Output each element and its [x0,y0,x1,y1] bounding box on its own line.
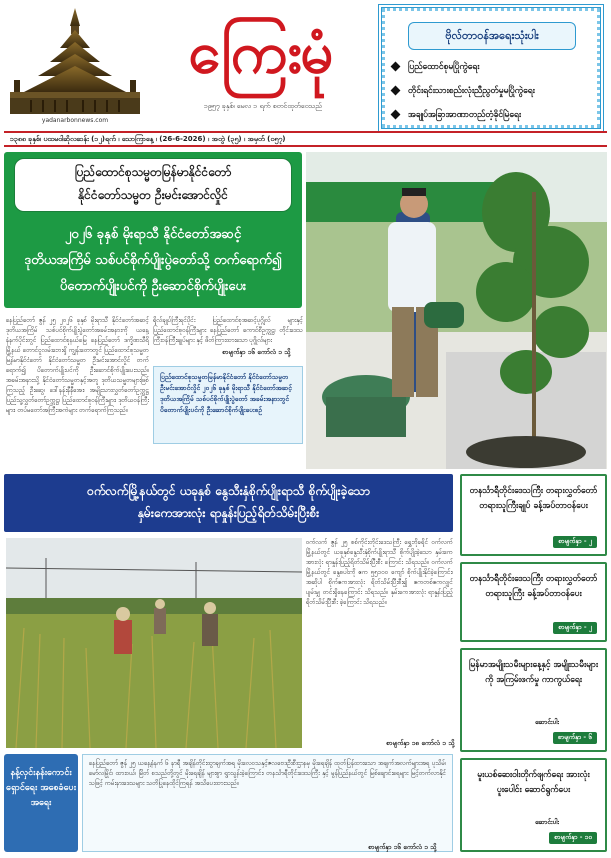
side-story-box[interactable] [460,474,607,556]
bottom-story-text: နေပြည်တော် ဇွန် ၂၅ ယနေ့နံနက် ၆ နာရီ အချိန်တိုင်းထွာချက်အရ မိုးလေဝသနှင့်ဇလဗေဒဦးစီးဌာနမှ မိုးရေချိန် ထုတ်ပြန်ထားသော အချက်အလက်များအရ ပုသိမ်၊ မော်လမြိုင်၊ ထားဝယ်၊ မြိတ် စသည်တို့တွင် မိုးရေချိန် များစွာ ရွာသွန်းခဲ့ကြောင်း၊ တနင်္သာရီတိုင်းဒေသကြီး နှင့် မွန်ပြည်နယ်တွင် မြစ်ချောင်းရေများ မြင့်တက်လာနိုင်သဖြင့် ကမ်းနားဒေသများ သတိပြုနေထိုင်ကြရန် အသိပေးထားသည်။ [82,754,453,852]
slogan-item: ပြည်ထောင်စုမပြိုကွဲရေး [392,62,598,74]
side-story-title: တနင်္သာရီတိုင်းဒေသကြီး တရားလွှတ်တော် တရားသူကြီး ခန့်အပ်တာဝန်ပေး [469,574,598,599]
page-ref-badge[interactable]: စာမျက်နှာ - ၂ [553,536,597,548]
slogan-title: ဗိုလ်တာဝန်အရေးသုံးပါး [408,22,576,50]
slogan-item: အချုပ်အခြာအာဏာတည်တံ့ခိုင်မြဲရေး [392,110,598,122]
page-ref-badge[interactable]: စာမျက်နှာ - ၆ [553,732,597,744]
continued-link[interactable]: စာမျက်နှာ ၁၆ ကော်လံ ၁ သို့ [368,843,437,851]
lead-headline: ဒုတိယအကြိမ် သစ်ပင်စိုက်ပျိုးပွဲတော်သို့ တက်ရောက်၍ [24,253,282,268]
continued-link[interactable]: စာမျက်နှာ ၁၆ ကော်လံ ၁ သို့ [222,348,291,356]
diamond-bullet-icon [391,110,401,120]
continued-link[interactable]: စာမျက်နှာ ၁၈ ကော်လံ ၁ သို့ [386,739,455,747]
lead-kicker: ပြည်ထောင်စုသမ္မတမြန်မာနိုင်ငံတော် [74,165,232,179]
page-ref-badge[interactable]: စာမျက်နှာ - ၂ [553,622,597,634]
rice-headline: နှမ်းကေအားလုံး ရာနှုန်းပြည့်ရိတ်သိမ်းပြီးစီး [137,506,320,520]
side-story-title: မြန်မာအမျိုးသမီးများနေ့နှင့် အမျိုးသမီးများကို အကြမ်းဖက်မှု ကာကွယ်ရေး [468,660,599,685]
newspaper-title: ကြေးမုံ [188,18,332,86]
lead-photo-caption: ပြည်ထောင်စုသမ္မတမြန်မာနိုင်ငံတော် နိုင်ငံတော်သမ္မတ ဦးမင်းအောင်လှိုင် ၂၀၂၆ ခုနှစ် မိုးရာသီ နိုင်ငံတော်အဆင့် ဒုတိယအကြိမ် သစ်ပင်စိုက်ပျိုးပွဲတော် အခမ်းအနားတွင် ပိတောက်ပျိုးပင်ကို ဦးဆောင်စိုက်ပျိုးပေးစဉ် [153,366,303,444]
diamond-bullet-icon [391,62,401,72]
diamond-bullet-icon [391,86,401,96]
rice-field-photo[interactable] [6,538,302,748]
slogan-item: တိုင်းရင်းသားစည်းလုံးညီညွတ်မှုမပြိုကွဲရေး [392,86,598,98]
side-story-box[interactable] [460,648,607,752]
side-story-title: တနင်္သာရီတိုင်းဒေသကြီး တရားလွှတ်တော် တရားသူကြီးချုပ် ခန့်အပ်တာဝန်ပေး [469,486,598,511]
issue-date-bar: ၁၃၈၈ ခုနှစ်၊ ပထမဝါဆိုလဆန်း (၁၂)ရက် ၊ သောကြာနေ့ ၊ (26-6-2026) ၊ အတွဲ (၃၅) ၊ အမှတ် (၀၅၇) [4,131,607,147]
article-tag: ဆောင်းပါး [535,818,559,826]
side-story-box[interactable] [460,758,607,852]
rice-headline: ဝက်လက်မြို့နယ်တွင် ယခုနှစ် နွေသီးနှံစိုက်ပျိုးရာသီ စိုက်ပျိုးခဲ့သော [87,484,370,498]
side-story-title: မူးယစ်ဆေးဝါးတိုက်ဖျက်ရေး အားလုံးပူးပေါင်း ဆောင်ရွက်ပေး [477,770,590,795]
article-tag: ဆောင်းပါး [535,718,559,726]
pagoda-logo [10,6,140,118]
bottom-story-label: နန့်လှင်းနန်းကောင်း ရှောင်ရေး အစေခံပေးအရေး [4,754,78,852]
lead-kicker: နိုင်ငံတော်သမ္မတ ဦးမင်းအောင်လှိုင် [78,188,228,202]
side-story-box[interactable] [460,562,607,642]
lead-headline: ၂၀၂၆ ခုနှစ် မိုးရာသီ နိုင်ငံတော်အဆင့် [64,227,242,242]
rice-headline-block[interactable] [4,474,453,532]
rice-body-text: ဝက်လက် ဇွန် ၂၅ စစ်ကိုင်းတိုင်းဒေသကြီး ရွှေဘိုခရိုင် ဝက်လက်မြို့နယ်တွင် ယခုနှစ်နွေသီးနှံစိုက်ပျိုးရာသီ စိုက်ပျိုးခဲ့သော နှမ်းကေအားလုံး ရာနှုန်းပြည့်ရိတ်သိမ်းပြီးစီး ကြောင်း သိရသည်။ ဝက်လက်မြို့နယ်တွင် နွေစပါးကို ဧက ၅၅၁၀၀ ကျော် စိုက်ပျိုးနိုင်ခဲ့ကြောင်း၊ အဆိုပါ စိုက်ဧကအားလုံး ရိတ်သိမ်းပြီးစီး၍ ဧကတစ်ဧကလျှင် ပျမ်းမျှ တင်းရှိနေကြောင်း သိရသည်။ နှမ်းကေအားလုံး ရာနှုန်းပြည့် ရိတ်သိမ်းပြီးစီး ခဲ့ကြောင်း သိရသည်။ [306,539,453,606]
lead-headline: ပိတောက်ပျိုးပင်ကို ဦးဆောင်စိုက်ပျိုးပေး [59,279,247,294]
site-url[interactable]: yadanarbonnews.com [41,117,109,124]
lead-body-column: ရိုလ်ချုပ်ကြီးရင်ပိုင်း ပြည်ထောင်စုအဆင့်ပုဂ္ဂိုလ် များနှင့် ပြည်ထောင်စုဝန်ကြီးများ နေပြည်တော် ကောင်စီဥက္ကဋ္ဌ၊ တိုင်းဒေသကြီးဝန်ကြီးချုပ်များ နှင့် ဖိတ်ကြားထားသော ပုဂ္ဂိုလ်များ [153,317,303,344]
lead-body-column: နေပြည်တော် ဇွန် ၂၅ ၂၀၂၆ ခုနှစ် မိုးရာသီ နိုင်ငံတော်အဆင့် ဒုတိယအကြိမ် သစ်ပင်စိုက်ပျိုးပွဲတော်အခမ်းအနားကို ယနေ့ နံနက်ပိုင်းတွင် ပြည်ထောင်စုနယ်မြေ နေပြည်တော် ဒက္ခိဏသီရိမြို့နယ် တောင်ငူလမ်းဘေးရှိ ကျွန်းတောတွင် ပြည်ထောင်စုသမ္မတမြန်မာနိုင်ငံတော် နိုင်ငံတော်သမ္မတ ဦးမင်းအောင်လှိုင် တက်ရောက်၍ ပိတောက်ပျိုးပင်ကို ဦးဆောင်စိုက်ပျိုးပေးသည်။ အခမ်းအနားသို့ နိုင်ငံတော်သမ္မတနှင့်အတူ ဒုတိယသမ္မတများဖြစ်ကြသည့် ဦးဆွေ၊ ဒေါ်နန်းနီနီအေး၊ အမျိုးသားလွှတ်တော်ဥက္ကဋ္ဌ ပြည်သူ့လွှတ်တော်ဥက္ကဋ္ဌ၊ ပြည်ထောင်စုဝန်ကြီးများ၊ ဒုတိယဝန်ကြီးများ၊ တပ်မတော်အကြီးအကဲများ တက်ရောက်ကြသည်။ [6,317,149,414]
lead-photo[interactable] [306,152,607,469]
page-ref-badge[interactable]: စာမျက်နှာ - ၁၀ [549,832,597,844]
founded-line: ၁၉၅၇ ခုနှစ်၊ မေလ ၁ ရက် စတင်ထုတ်ဝေသည် [203,102,323,110]
